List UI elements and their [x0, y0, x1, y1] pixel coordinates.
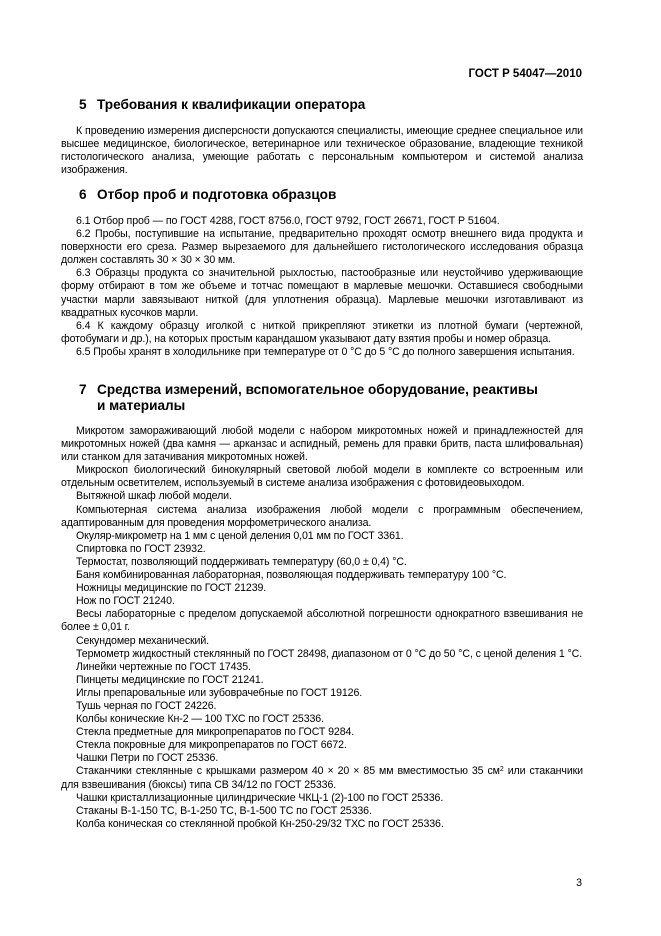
paragraph: Весы лабораторные с пределом допускаемой абсолютной погрешности однократного взвешивания не более ± 0,01 г.: [61, 608, 583, 634]
paragraph: Микроскоп биологический бинокулярный световой любой модели в комплекте со встроенным или отдельным осветителем, используемый в системе анализа изображения с фотовидеовыходом.: [61, 464, 583, 490]
paragraph: Стаканы В-1-150 ТС, В-1-250 ТС, В-1-500 ТС по ГОСТ 25336.: [76, 804, 372, 817]
section-6-heading: [79, 187, 336, 203]
paragraph-beakers: [61, 765, 583, 791]
paragraph: Термостат, позволяющий поддерживать температуру (60,0 ± 0,4) °С.: [76, 555, 407, 568]
section-7-heading: [79, 382, 538, 414]
section-6-body: [61, 215, 583, 359]
section-5-body: [61, 125, 583, 177]
paragraph: 6.1 Отбор проб — по ГОСТ 4288, ГОСТ 8756.0, ГОСТ 9792, ГОСТ 26671, ГОСТ Р 51604.: [76, 215, 500, 227]
paragraph: 6.3 Образцы продукта со значительной рыхлостью, пастообразные или неустойчиво удерживающие форму отбирают в том же объеме и тотчас помещают в марлевые мешочки. Оставшиеся свободными участки марли завязывают ниткой (для уплотнения образца). Марлевые мешочки изготавливают из квадратных кусочков марли.: [61, 267, 583, 319]
section-title: Отбор проб и подготовка образцов: [97, 187, 337, 202]
paragraph: Пинцеты медицинские по ГОСТ 21241.: [76, 673, 264, 686]
paragraph: Нож по ГОСТ 21240.: [76, 595, 175, 608]
beakers-text: Стаканчики стеклянные с крышками размером 40 × 20 × 85 мм вместимостью 35 см: [76, 765, 500, 778]
paragraph: 6.4 К каждому образцу иголкой с ниткой прикрепляют этикетки из плотной бумаги (чертежной, фотобумаги и др.), на которых простым карандашом указывают дату взятия пробы и номер образца.: [61, 319, 583, 345]
section-number: 7: [79, 382, 87, 397]
superscript: 2: [499, 766, 504, 774]
paragraph: Колбы конические Кн-2 — 100 ТХС по ГОСТ 25336.: [76, 713, 324, 726]
section-number: 6: [79, 187, 87, 202]
paragraph: 6.2 Пробы, поступившие на испытание, предварительно проходят осмотр внешнего вида продукта и поверхности его среза. Размер вырезаемого для дальнейшего гистологического исследования образца должен составлять 30 × 30 × 30 мм.: [61, 228, 583, 267]
section-7-body: [61, 425, 583, 831]
paragraph: Чашки кристаллизационные цилиндрические ЧКЦ-1 (2)-100 по ГОСТ 25336.: [76, 791, 444, 804]
paragraph: Стекла предметные для микропрепаратов по ГОСТ 9284.: [76, 726, 355, 739]
section-5-heading: [79, 97, 365, 113]
section-number: 5: [79, 97, 87, 112]
paragraph: Термометр жидкостный стеклянный по ГОСТ 28498, диапазоном от 0 °С до 50 °С, с ценой деления 1 °С.: [76, 647, 583, 660]
section-title-line1: Средства измерений, вспомогательное оборудование, реактивы: [97, 382, 538, 397]
paragraph: Секундомер механический.: [76, 634, 210, 647]
document-code: ГОСТ Р 54047—2010: [468, 68, 582, 80]
paragraph: Чашки Петри по ГОСТ 25336.: [76, 752, 219, 765]
paragraph: Линейки чертежные по ГОСТ 17435.: [76, 660, 251, 673]
page-number: 3: [576, 877, 582, 889]
paragraph: Вытяжной шкаф любой модели.: [76, 490, 232, 503]
paragraph: Компьютерная система анализа изображения любой модели с программным обеспечением, адаптированным для проведения морфометрического анализа.: [61, 503, 583, 529]
beakers-text-tail: или стаканчики для взвешивания (бюксы) типа СВ 34/12 по ГОСТ 25336.: [61, 765, 583, 791]
paragraph: Окуляр-микрометр на 1 мм с ценой деления 0,01 мм по ГОСТ 3361.: [76, 529, 404, 542]
paragraph: Колба коническая со стеклянной пробкой Кн-250-29/32 ТХС по ГОСТ 25336.: [76, 817, 444, 830]
paragraph: Баня комбинированная лабораторная, позволяющая поддерживать температуру 100 °С.: [76, 569, 507, 582]
paragraph: 6.5 Пробы хранят в холодильнике при температуре от 0 °С до 5 °С до полного завершения испытания.: [76, 345, 575, 358]
section-title-line2: и материалы: [97, 398, 186, 413]
section-title: Требования к квалификации оператора: [97, 97, 366, 112]
paragraph: Иглы препаровальные или зубоврачебные по ГОСТ 19126.: [76, 686, 363, 699]
paragraph: Микротом замораживающий любой модели с набором микротомных ножей и принадлежностей для микротомных ножей (два камня — арканзас и аспидный, ремень для правки бритв, паста шлифовальная) или станком для затачивания микротомных ножей.: [61, 425, 583, 464]
paragraph: Стекла покровные для микропрепаратов по ГОСТ 6672.: [76, 739, 347, 752]
paragraph: Спиртовка по ГОСТ 23932.: [76, 542, 206, 555]
paragraph: Тушь черная по ГОСТ 24226.: [76, 699, 217, 712]
paragraph: Ножницы медицинские по ГОСТ 21239.: [76, 582, 267, 595]
paragraph: К проведению измерения дисперсности допускаются специалисты, имеющие среднее специальное или высшее медицинское, биологическое, ветеринарное или техническое образование, владеющие техникой гистологического анализа, умеющие работать с персональным компьютером и системой анализа изображения.: [61, 125, 583, 177]
